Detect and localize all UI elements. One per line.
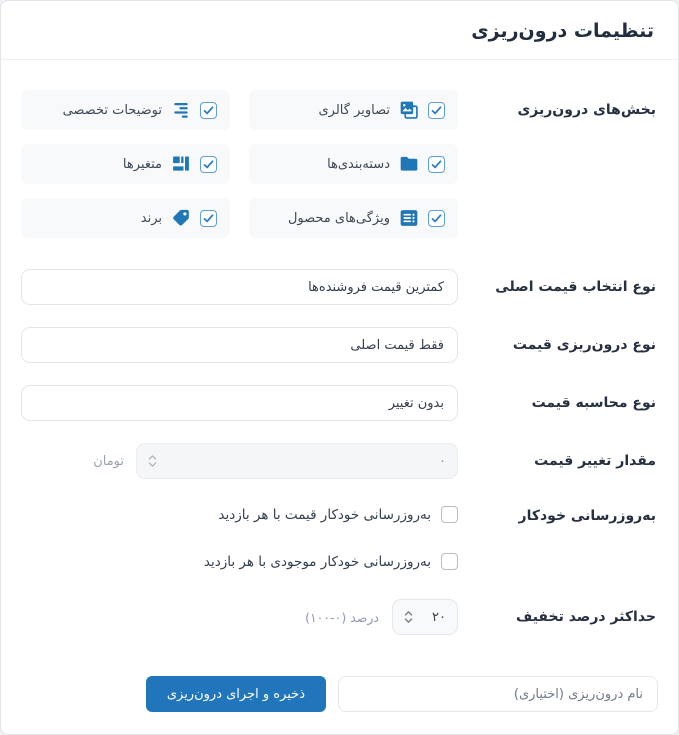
gallery-images-icon xyxy=(399,100,419,120)
row-price-change xyxy=(21,443,658,479)
section-descriptions[interactable] xyxy=(21,90,230,130)
row-price-source xyxy=(21,269,658,305)
price-source-select[interactable]: کمترین قیمت فروشنده‌ها xyxy=(21,269,458,305)
row-price-calc-type xyxy=(21,385,658,421)
sections-checkbox-grid xyxy=(21,90,458,238)
checkbox-checked[interactable] xyxy=(428,156,445,173)
auto-update-price-label: به‌روزرسانی خودکار قیمت با هر بازدید xyxy=(218,506,431,523)
tag-icon xyxy=(171,208,191,228)
page-title: تنظیمات درون‌ریزی xyxy=(471,20,654,42)
auto-update-price-option[interactable] xyxy=(21,506,458,523)
section-label: ویژگی‌های محصول xyxy=(287,210,390,226)
number-spinner-icon xyxy=(148,453,157,469)
text-lines-icon xyxy=(171,100,191,120)
price-change-input xyxy=(136,443,458,479)
auto-update-stock-option[interactable] xyxy=(21,553,458,570)
section-label: دسته‌بندی‌ها xyxy=(327,156,390,172)
section-brand[interactable] xyxy=(21,198,230,238)
section-variables[interactable] xyxy=(21,144,230,184)
number-spinner-icon[interactable] xyxy=(404,609,413,625)
row-price-import-type xyxy=(21,327,658,363)
card-header xyxy=(1,1,678,60)
auto-update-stock-label: به‌روزرسانی خودکار موجودی با هر بازدید xyxy=(203,553,431,570)
section-gallery-images[interactable] xyxy=(249,90,458,130)
max-discount-hint: درصد (۰-۱۰۰) xyxy=(305,609,379,625)
max-discount-label: حداکثر درصد تخفیف xyxy=(516,609,656,625)
price-import-type-label: نوع درون‌ریزی قیمت xyxy=(512,337,656,353)
checkbox-checked[interactable] xyxy=(200,102,217,119)
row-auto-update xyxy=(21,505,658,570)
section-label: برند xyxy=(140,210,162,226)
section-product-attributes[interactable] xyxy=(249,198,458,238)
layout-blocks-icon xyxy=(171,154,191,174)
row-max-discount xyxy=(21,599,658,635)
save-and-run-import-button[interactable]: ذخیره و اجرای درون‌ریزی xyxy=(146,676,326,712)
checkbox-checked[interactable] xyxy=(200,210,217,227)
card-footer xyxy=(1,660,678,734)
card-body xyxy=(1,60,678,660)
max-discount-value: ۲۰ xyxy=(432,609,446,625)
section-label: تصاویر گالری xyxy=(318,102,390,118)
price-change-unit: تومان xyxy=(93,453,124,469)
auto-update-label: به‌روزرسانی خودکار xyxy=(518,508,656,524)
list-square-icon xyxy=(399,208,419,228)
price-import-type-select[interactable]: فقط قیمت اصلی xyxy=(21,327,458,363)
checkbox-unchecked[interactable] xyxy=(441,506,458,523)
row-import-sections xyxy=(21,90,658,238)
folder-icon xyxy=(399,154,419,174)
price-calc-type-label: نوع محاسبه قیمت xyxy=(531,395,656,411)
checkbox-checked[interactable] xyxy=(428,210,445,227)
price-calc-type-select[interactable]: بدون تغییر xyxy=(21,385,458,421)
price-change-label: مقدار تغییر قیمت xyxy=(534,453,656,469)
import-name-input[interactable] xyxy=(338,676,658,712)
section-label: توضیحات تخصصی xyxy=(62,102,162,118)
section-categories[interactable] xyxy=(249,144,458,184)
section-label: متغیرها xyxy=(122,156,162,172)
import-sections-label: بخش‌های درون‌ریزی xyxy=(517,102,656,118)
checkbox-unchecked[interactable] xyxy=(441,553,458,570)
max-discount-input[interactable] xyxy=(392,599,458,635)
checkbox-checked[interactable] xyxy=(200,156,217,173)
price-source-label: نوع انتخاب قیمت اصلی xyxy=(495,279,656,295)
checkbox-checked[interactable] xyxy=(428,102,445,119)
price-change-value: ۰ xyxy=(439,453,446,469)
